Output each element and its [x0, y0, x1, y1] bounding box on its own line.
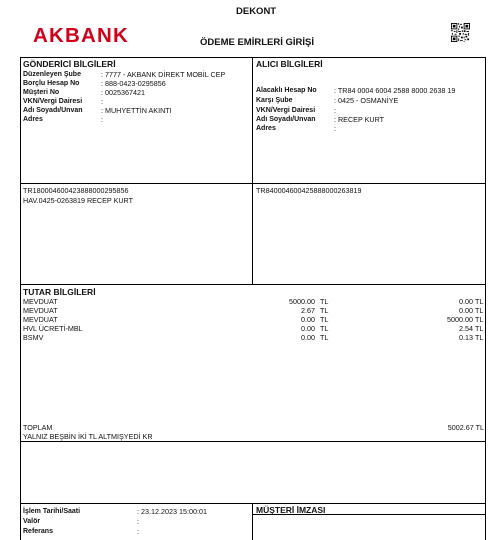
field-label: VKN/Vergi Dairesi [23, 98, 83, 105]
amount-currency-2: TL [475, 333, 484, 342]
document-subtitle: ÖDEME EMİRLERİ GİRİŞİ [200, 37, 315, 48]
field-label: Müşteri No [23, 89, 60, 96]
amount-value-2: 0.00 [459, 306, 473, 315]
amount-name: MEVDUAT [23, 315, 58, 324]
amount-value: 0.00 [301, 315, 315, 324]
field-value: : [137, 527, 139, 536]
amount-name: MEVDUAT [23, 297, 58, 306]
field-label: Adres [23, 116, 43, 123]
amount-currency: TL [320, 306, 329, 315]
divider [20, 503, 486, 504]
amount-currency-2: TL [475, 324, 484, 333]
field-value: : 23.12.2023 15:00:01 [137, 507, 207, 516]
field-label: İşlem Tarihi/Saati [23, 508, 81, 515]
amount-currency: TL [320, 315, 329, 324]
field-value: : [137, 517, 139, 526]
amount-value-2: 0.00 [459, 297, 473, 306]
field-label: Adı Soyadı/Unvan [23, 107, 83, 114]
sender-iban: TR180004600423888000295856 [23, 186, 129, 195]
divider [252, 57, 253, 184]
amount-value-2: 0.13 [459, 333, 473, 342]
sender-section-title: GÖNDERİCİ BİLGİLERİ [23, 59, 116, 69]
field-value: : 0425 - OSMANİYE [334, 96, 399, 105]
divider [252, 503, 253, 540]
total-label: TOPLAM [23, 423, 53, 432]
signature-title: MÜŞTERİ İMZASI [256, 505, 326, 515]
divider [252, 183, 253, 284]
divider [20, 183, 486, 184]
field-value: : [101, 115, 103, 124]
field-value: : [334, 106, 336, 115]
amount-currency: TL [320, 333, 329, 342]
amount-value-2: 5000.00 [447, 315, 473, 324]
field-label: Alacaklı Hesap No [256, 87, 317, 94]
field-value: : [334, 124, 336, 133]
amount-in-words: YALNIZ BEŞBİN İKİ TL ALTMIŞYEDİ KR [23, 432, 153, 441]
transfer-note: HAV.0425-0263819 RECEP KURT [23, 196, 134, 205]
field-value: : TR84 0004 6004 2588 8000 2638 19 [334, 86, 456, 95]
field-value: : 0025367421 [101, 88, 145, 97]
divider [20, 284, 486, 285]
amount-currency: TL [320, 324, 329, 333]
qr-code-icon [451, 23, 470, 42]
receiver-iban: TR840004600425888000263819 [256, 186, 362, 195]
amount-currency-2: TL [475, 297, 484, 306]
field-value: : RECEP KURT [334, 115, 385, 124]
amounts-section-title: TUTAR BİLGİLERİ [23, 287, 96, 297]
amount-name: MEVDUAT [23, 306, 58, 315]
field-label: VKN/Vergi Dairesi [256, 107, 316, 114]
bank-logo: AKBANK [33, 24, 130, 47]
document-title: DEKONT [236, 6, 277, 17]
field-label: Valör [23, 518, 41, 525]
field-value: : 7777 - AKBANK DİREKT MOBİL CEP [101, 70, 226, 79]
field-value: : MUHYETTİN AKINTI [101, 106, 172, 115]
receiver-section-title: ALICI BİLGİLERİ [256, 59, 323, 69]
amount-value: 0.00 [301, 333, 315, 342]
amount-value: 0.00 [301, 324, 315, 333]
amount-currency: TL [320, 297, 329, 306]
field-label: Karşı Şube [256, 97, 293, 104]
amount-name: HVL ÜCRETİ-MBL [23, 324, 83, 333]
field-label: Referans [23, 528, 53, 535]
field-label: Düzenleyen Şube [23, 71, 81, 78]
total-value: 5002.67 TL [447, 423, 484, 432]
field-value: : 888-0423-0295856 [101, 79, 166, 88]
field-label: Adres [256, 125, 276, 132]
amount-name: BSMV [23, 333, 44, 342]
divider [20, 441, 486, 442]
amount-currency-2: TL [475, 306, 484, 315]
amount-value: 5000.00 [289, 297, 315, 306]
field-value: : [101, 97, 103, 106]
amount-currency-2: TL [475, 315, 484, 324]
field-label: Adı Soyadı/Unvan [256, 116, 316, 123]
field-label: Borçlu Hesap No [23, 80, 80, 87]
amount-value: 2.67 [301, 306, 315, 315]
amount-value-2: 2.54 [459, 324, 473, 333]
